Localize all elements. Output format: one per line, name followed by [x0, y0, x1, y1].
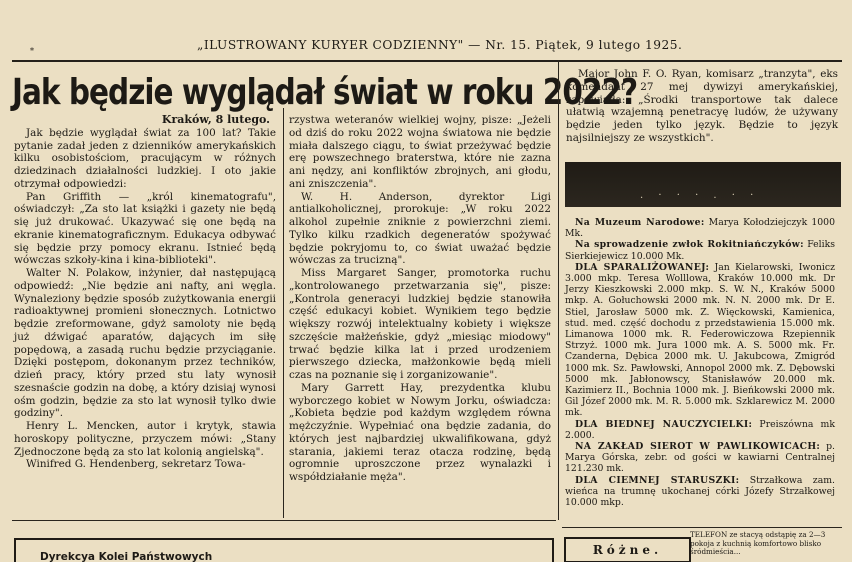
- donation-heading: Na Muzeum Narodowe:: [575, 217, 705, 228]
- page-mark: ⁎: [30, 44, 34, 53]
- column-rule-2: [558, 60, 559, 520]
- paragraph: Miss Margaret Sanger, promotorka ruchu „kontrolowanego przetwarzania się", pisze: „Kontrola generacyi ludzkiej będzie stanowiła część edukacyi kobiet. Wynikiem tego będzie większy rozwój intelektualny kobiety i większe szczęście małżeńskie, gdyż „miesiąc miodowy" trwać będzie kilka lat i przed urodzeniem pierwszego dziecka, małżonkowie będą mieli czas na poznanie się i zorganizowanie".: [289, 267, 551, 381]
- donation-item: [565, 419, 835, 441]
- donation-heading: DLA CIEMNEJ STARUSZKI:: [575, 474, 740, 486]
- donation-heading: Na sprowadzenie zwłok Rokitniańczyków:: [575, 239, 804, 251]
- donation-text: p. Marya Górska, zebr. od gości w kawiarni Centralnej 121.230 mk.: [565, 441, 835, 475]
- donation-text: Jan Kielarowski, Iwonicz 3.000 mkp. Teresa Wolllowa, Kraków 10.000 mk. Dr Jerzy Kieszkowski 2.000 mkp. S. W. N., Kraków 5000 mkp. A. Gołuchowski 2000 mk. N. N. 2000 mk. Dr E. Stiel, Jarosław 5000 mk. Z. Więckowski, Kamienica, stud. med. część dochodu z przedstawienia 15.000 mk. Limanowa 1000 mk. R. Federowiczowa Rzepiennik Strzyż. 1000 mk. Jura 1000 mk. A. S. 5000 mk. Fr. Czanderna, Dębica 2000 mk. U. Jakubcowa, Zmigród 1000 mk. Sz. Pawłowski, Annopol 2000 mk. Z. Dębowski 5000 mk. Jabłonowscy, Stanisławów 20.000 mk. Kazimierz II., Bochnia 1000 mk. J. Bieńkowski 2000 mk. Gil Józef 2000 mk. M. R. 5.000 mk. Szklarewicz M. 2000 mk.: [565, 261, 835, 419]
- article-column-1: [14, 114, 276, 471]
- paragraph: Walter N. Polakow, inżynier, dał następującą odpowiedź: „Nie będzie ani nafty, ani węgla. Wynaleziony będzie sposób zużytkowania energii radioaktywnej promieni słonecznych. Lotnictwo będzie zreformowane, gdyż samoloty nie będą już dźwigać aparatów, dających im siłę popędową, a zasadą ruchu będzie przyciąganie. Dzięki postępom, dokonanym przez techników, dzień pracy, który przed stu laty wynosił szesnaście godzin na dobę, a który dzisiaj wynosi ośm godzin, będzie za sto lat wynosił tylko dwie godziny".: [14, 267, 276, 420]
- paragraph: Major John F. O. Ryan, komisarz „tranzyta", eks komendant 27 mej dywizyi amerykańskiej, zapowiada: „Środki transportowe tak dalece ułatwią wzajemną penetracyę ludów, że używany będzie jeden tylko język. Będzie to język najsilniejszy ze wszystkich".: [566, 68, 838, 144]
- donation-heading: DLA SPARALIŻOWANEJ:: [575, 261, 710, 273]
- column-rule-1: [283, 108, 284, 518]
- article-column-3: [566, 68, 838, 145]
- donation-heading: DLA BIEDNEJ NAUCZYCIELKI:: [575, 418, 753, 430]
- masthead-rule: [12, 60, 842, 62]
- paragraph: W. H. Anderson, dyrektor Ligi antialkoholicznej, prorokuje: „W roku 2022 alkohol zupełnie zniknie z powierzchni ziemi. Tylko kilku rzadkich degeneratów spożywać będzie pokryjomu to, co świat uważać będzie wówczas za trucizną".: [289, 190, 551, 267]
- article-column-2: [289, 114, 551, 484]
- masthead: [0, 38, 852, 58]
- donation-text: Feliks Sierkiejewicz 10.000 Mk.: [565, 239, 835, 262]
- masthead-text: „ILUSTROWANY KURYER CODZIENNY" — Nr. 15. Piątek, 9 lutego 1925.: [197, 38, 683, 52]
- section-rule: [12, 520, 556, 521]
- donation-item: [565, 239, 835, 261]
- article-headline: Jak będzie wyglądał świat w roku 2022?: [12, 72, 638, 113]
- donation-item: [565, 217, 835, 239]
- section-rule: [562, 527, 842, 528]
- paragraph: Mary Garrett Hay, prezydentka klubu wyborczego kobiet w Nowym Jorku, oświadcza: „Kobieta będzie pod każdym względem równa mężczyźnie. Wypełniać ona będzie zadania, do których jest najbardziej ukwalifikowana, gdyż starania, jakiemi teraz otacza rodzinę, będą ogromnie uproszczone przez wynalazki i współdziałanie męża".: [289, 381, 551, 483]
- paragraph: rzystwa weteranów wielkiej wojny, pisze: „Jeżeli od dziś do roku 2022 wojna światowa nie będzie miała dalszego ciągu, to świat przeżywać będzie erę powszechnego braterstwa, które nie zazna ani nędzy, ani konfliktów zbrojnych, ani głodu, ani zniszczenia".: [289, 114, 551, 190]
- bottom-ad-title: Dyrekcya Kolei Państwowych: [40, 551, 213, 562]
- paragraph: Winifred G. Hendenberg, sekretarz Towa-: [26, 458, 246, 471]
- donation-item: [565, 262, 835, 419]
- donation-item: [565, 441, 835, 475]
- donation-heading: NA ZAKŁAD SIEROT W PAWLIKOWICACH:: [575, 441, 821, 453]
- dateline: Kraków, 8 lutego.: [161, 113, 270, 126]
- small-ad: TELEFON ze stacyą odstąpię za 2—3 pokoja z kuchnią komfortowo blisko śródmieścia...: [690, 530, 826, 557]
- donation-text: Strzałkowa zam. wieńca na trumnę ukochanej córki Józefy Strzałkowej 10.000 mkp.: [565, 474, 836, 509]
- donation-text: Marya Kołodziejczyk 1000 Mk.: [565, 217, 835, 240]
- paragraph: Henry L. Mencken, autor i krytyk, stawia horoskopy polityczne, przyczem mówi: „Stany Zjednoczone będą za sto lat kolonią angielską".: [14, 420, 276, 458]
- paragraph: Jak będzie wyglądał świat za 100 lat? Takie pytanie zadał jeden z dzienników amerykańskich kilku osobistościom, pracującym w różnych dziedzinach działalności ludzkiej. I oto jakie otrzymał odpowiedzi:: [14, 126, 276, 190]
- donation-list: [565, 217, 835, 508]
- donation-text: Preiszówna mk 2.000.: [565, 418, 835, 441]
- donation-item: [565, 475, 835, 509]
- rozne-header: Różne.: [564, 537, 691, 562]
- decorative-dots: . · · · . · ·: [640, 190, 760, 201]
- paragraph: Pan Griffith — „król kinematografu", oświadczył: „Za sto lat książki i gazety nie będą się już drukować. Ukazywać się one będą na ekranie kinematograficznym. Edukacya odbywać się będzie przy pomocy ekranu. Istnieć będą wówczas szkoły-kina i kina-biblioteki".: [14, 190, 276, 267]
